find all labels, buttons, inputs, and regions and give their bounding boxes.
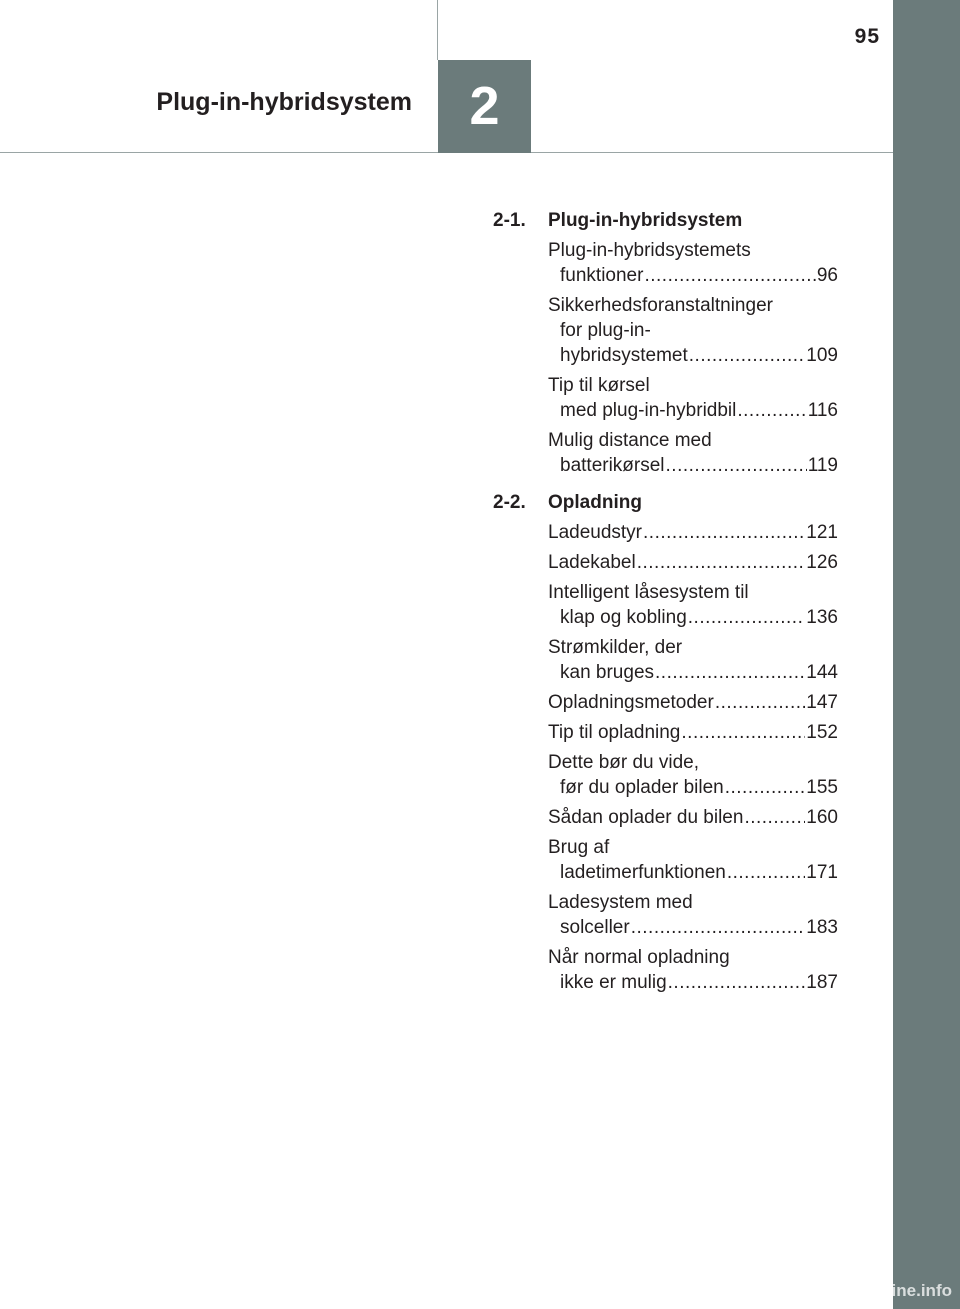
dot-leader <box>688 605 806 630</box>
toc-entry-line: for plug-in- <box>560 320 651 341</box>
toc-entry-line: Brug af <box>548 837 610 858</box>
toc-entry-text: hybridsystemet <box>560 345 688 366</box>
toc-page-ref: 136 <box>806 607 838 628</box>
toc-entry-leader-row <box>548 915 838 940</box>
toc-entry-line: Ladesystem med <box>548 892 693 913</box>
toc-entry-leader-row <box>548 453 838 478</box>
toc-page-ref: 187 <box>806 972 838 993</box>
dot-leader <box>637 550 806 575</box>
table-of-contents <box>493 208 838 1000</box>
toc-entry-leader-row <box>548 398 838 423</box>
toc-entry-text: før du oplader bilen <box>560 777 724 798</box>
toc-entry-leader-row <box>548 805 838 830</box>
toc-entry-text: ikke er mulig <box>560 972 667 993</box>
toc-page-ref: 155 <box>806 777 838 798</box>
section-title: Plug-in-hybridsystem <box>548 210 743 231</box>
toc-entry-leader-row <box>548 550 838 575</box>
toc-entry[interactable] <box>548 580 838 630</box>
toc-entry-line: Intelligent låsesystem til <box>548 582 749 603</box>
toc-entry-leader-row <box>548 690 838 715</box>
page-number: 95 <box>854 25 880 48</box>
dot-leader <box>666 453 807 478</box>
toc-entry-line: Dette bør du vide, <box>548 752 700 773</box>
toc-page-ref: 171 <box>806 862 838 883</box>
toc-entry-text: Ladeudstyr <box>548 522 643 543</box>
toc-entry-line: Strømkilder, der <box>548 637 683 658</box>
toc-entry[interactable] <box>548 750 838 800</box>
toc-entry[interactable] <box>548 373 838 423</box>
dot-leader <box>631 915 806 940</box>
toc-entry-leader-row <box>548 343 838 368</box>
toc-entry-text: Tip til opladning <box>548 722 681 743</box>
dot-leader <box>715 690 805 715</box>
section-number: 2-2. <box>493 492 526 513</box>
dot-leader <box>681 720 805 745</box>
toc-entry[interactable] <box>548 890 838 940</box>
toc-entry-line: Sikkerhedsforanstaltninger <box>548 295 773 316</box>
toc-page-ref: 144 <box>806 662 838 683</box>
toc-page-ref: 183 <box>806 917 838 938</box>
toc-entry-text: klap og kobling <box>560 607 687 628</box>
toc-entry-leader-row <box>548 860 838 885</box>
toc-page-ref: 147 <box>806 692 838 713</box>
dot-leader <box>644 263 815 288</box>
dot-leader <box>689 343 806 368</box>
watermark: carmanualsonline.info <box>771 1281 952 1300</box>
dot-leader <box>643 520 805 545</box>
toc-entry-text: med plug-in-hybridbil <box>560 400 737 421</box>
dot-leader <box>725 775 806 800</box>
toc-entry-text: kan bruges <box>560 662 655 683</box>
toc-entry[interactable] <box>548 293 838 368</box>
toc-entry-leader-row <box>548 605 838 630</box>
toc-page-ref: 96 <box>816 265 838 286</box>
toc-entry[interactable] <box>548 720 838 745</box>
toc-entry-leader-row <box>548 970 838 995</box>
toc-entry[interactable] <box>548 690 838 715</box>
toc-entry-text: Opladningsmetoder <box>548 692 714 713</box>
toc-page-ref: 119 <box>807 455 838 476</box>
toc-page-ref: 160 <box>806 807 838 828</box>
toc-entry[interactable] <box>548 238 838 288</box>
section-title: Opladning <box>548 492 642 513</box>
toc-entry-leader-row <box>548 775 838 800</box>
toc-entry[interactable] <box>548 520 838 545</box>
toc-page-ref: 152 <box>806 722 838 743</box>
toc-section-heading[interactable] <box>493 208 838 233</box>
toc-entry-text: ladetimerfunktionen <box>560 862 726 883</box>
toc-entry-leader-row <box>548 660 838 685</box>
toc-page-ref: 121 <box>806 522 838 543</box>
toc-entry-line: Mulig distance med <box>548 430 712 451</box>
toc-entry-line: Plug-in-hybridsystemets <box>548 240 751 261</box>
toc-entry-leader-row <box>548 263 838 288</box>
toc-entry-text: batterikørsel <box>560 455 665 476</box>
header-divider-vertical <box>437 0 438 60</box>
toc-entry[interactable] <box>548 835 838 885</box>
toc-entry-text: Sådan oplader du bilen <box>548 807 744 828</box>
toc-page-ref: 109 <box>806 345 838 366</box>
toc-entry[interactable] <box>548 945 838 995</box>
toc-entry-leader-row <box>548 720 838 745</box>
toc-entry-text: Ladekabel <box>548 552 636 573</box>
chapter-title: Plug-in-hybridsystem <box>156 88 412 116</box>
toc-page-ref: 116 <box>807 400 838 421</box>
dot-leader <box>737 398 806 423</box>
dot-leader <box>727 860 805 885</box>
dot-leader <box>668 970 806 995</box>
chapter-side-tab <box>893 0 960 1309</box>
toc-entry[interactable] <box>548 635 838 685</box>
dot-leader <box>655 660 805 685</box>
toc-section-heading[interactable] <box>493 490 838 515</box>
toc-page-ref: 126 <box>806 552 838 573</box>
chapter-number-box <box>438 60 531 153</box>
chapter-number: 2 <box>469 76 500 136</box>
toc-entry-line: Når normal opladning <box>548 947 730 968</box>
dot-leader <box>744 805 805 830</box>
toc-entry-leader-row <box>548 520 838 545</box>
toc-entry[interactable] <box>548 550 838 575</box>
toc-entry-text: funktioner <box>560 265 644 286</box>
section-number: 2-1. <box>493 210 526 231</box>
toc-entry[interactable] <box>548 428 838 478</box>
toc-entry-text: solceller <box>560 917 630 938</box>
toc-entry-line: Tip til kørsel <box>548 375 650 396</box>
toc-entry[interactable] <box>548 805 838 830</box>
